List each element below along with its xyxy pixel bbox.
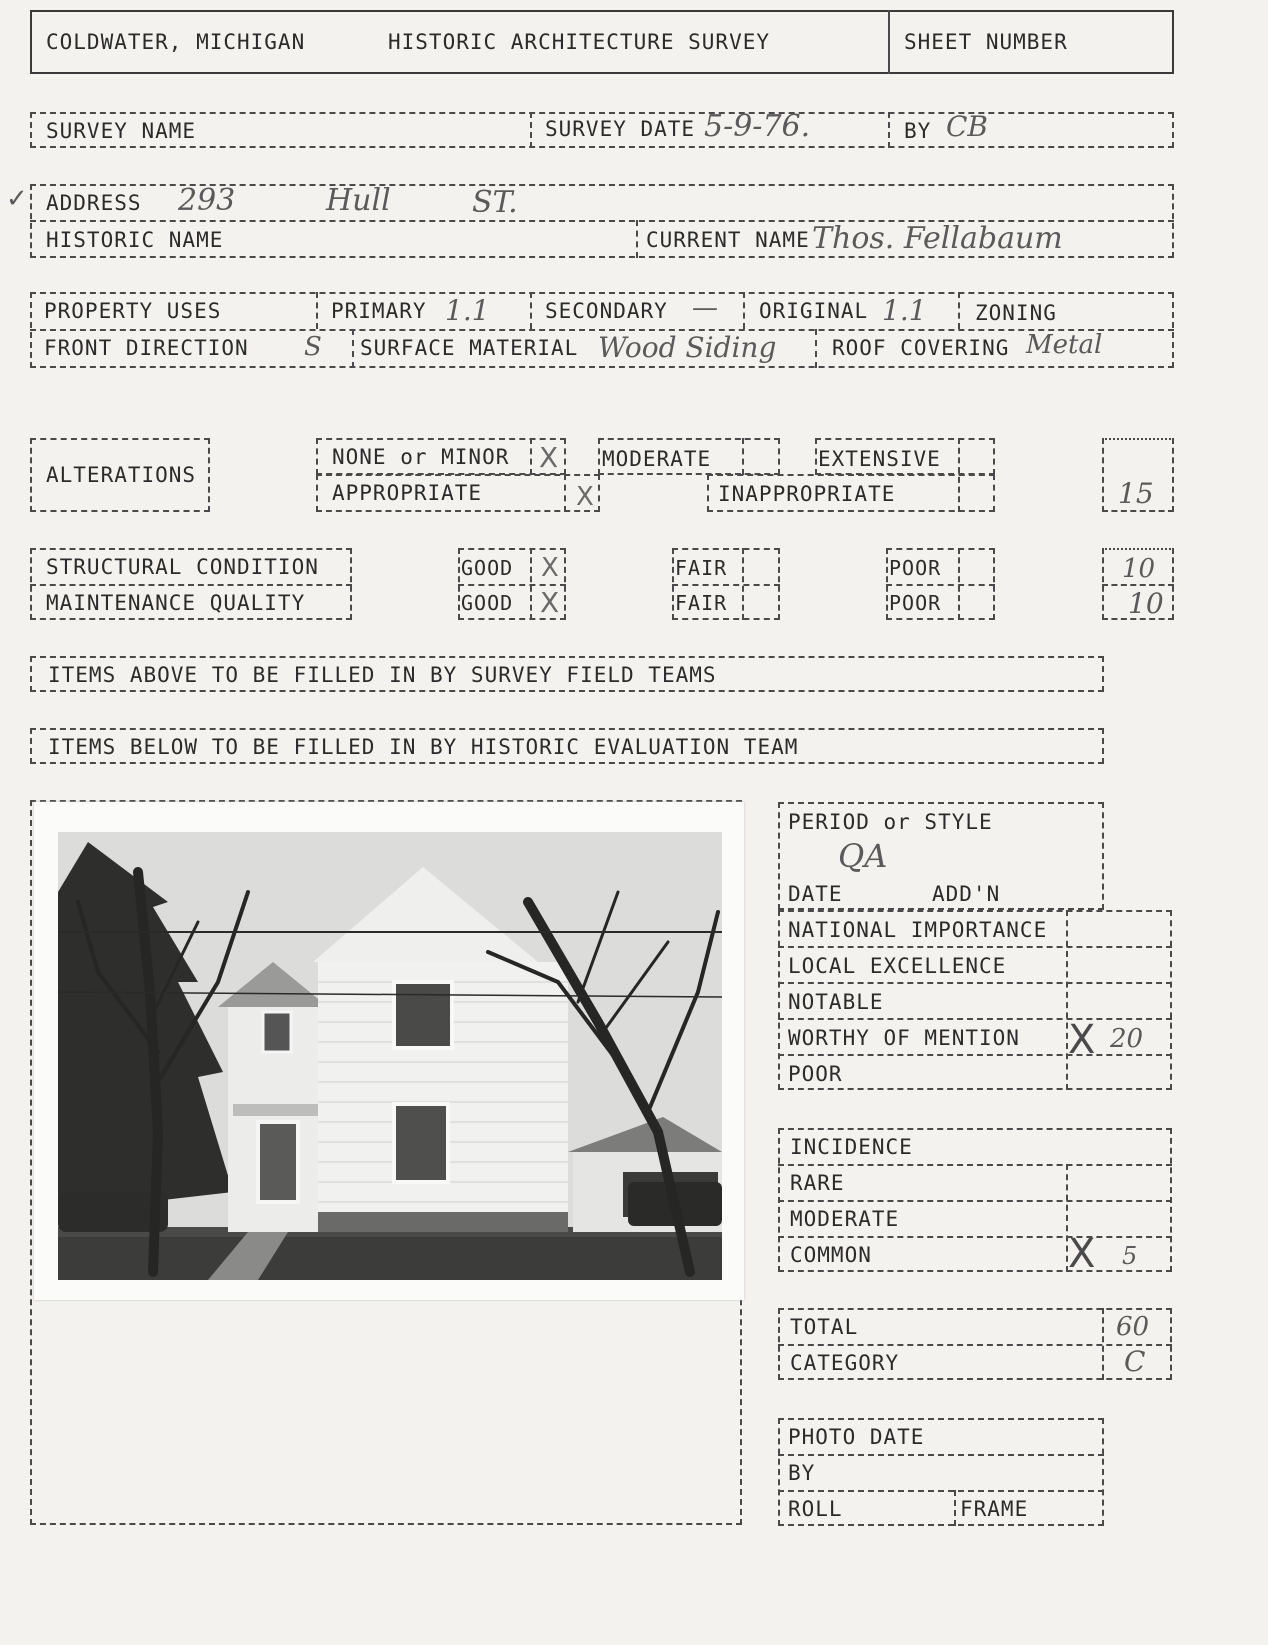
note-below: ITEMS BELOW TO BE FILLED IN BY HISTORIC EVALUATION TEAM <box>48 735 799 759</box>
surface-material-value[interactable]: Wood Siding <box>598 331 777 364</box>
eval-addn-label: ADD'N <box>932 882 1001 906</box>
address-check-mark: ✓ <box>6 184 28 214</box>
condition-fair-check-div <box>742 548 744 620</box>
incidence-row-2 <box>778 1200 1172 1202</box>
alterations-extensive: EXTENSIVE <box>818 447 941 471</box>
property-div-original <box>743 292 745 329</box>
survey-date-label: SURVEY DATE <box>545 117 696 141</box>
current-name-label: CURRENT NAME <box>646 228 810 252</box>
structural-fair-label: FAIR <box>675 556 728 580</box>
condition-poor-check-div <box>958 548 960 620</box>
alterations-appropriate-check-div <box>564 474 566 512</box>
address-street[interactable]: Hull <box>326 183 391 218</box>
alterations-appropriate: APPROPRIATE <box>332 481 483 505</box>
roof-covering-value[interactable]: Metal <box>1026 330 1103 360</box>
structural-condition-label: STRUCTURAL CONDITION <box>46 555 319 579</box>
common-score[interactable]: 5 <box>1122 1242 1138 1270</box>
category-label: CATEGORY <box>790 1351 900 1375</box>
property-div-zoning <box>958 292 960 329</box>
condition-label-divider <box>30 584 352 586</box>
front-direction-label: FRONT DIRECTION <box>44 336 249 360</box>
maintenance-fair-label: FAIR <box>675 591 728 615</box>
house-photo <box>58 832 722 1280</box>
form-title: HISTORIC ARCHITECTURE SURVEY <box>388 30 771 54</box>
total-value[interactable]: 60 <box>1116 1312 1150 1342</box>
category-value[interactable]: C <box>1124 1345 1146 1378</box>
front-direction-value[interactable]: S <box>304 332 322 362</box>
primary-value[interactable]: 1.1 <box>445 294 490 327</box>
survey-by-value[interactable]: CB <box>946 110 988 143</box>
alterations-none-mark[interactable]: X <box>539 441 559 474</box>
importance-row-3 <box>778 1018 1172 1020</box>
note-above: ITEMS ABOVE TO BE FILLED IN BY SURVEY FIELD TEAMS <box>48 663 717 687</box>
survey-divider-2 <box>888 112 890 148</box>
location-label: COLDWATER, MICHIGAN <box>46 30 306 54</box>
importance-row-4 <box>778 1054 1172 1056</box>
notable-label: NOTABLE <box>788 990 884 1014</box>
survey-name-label: SURVEY NAME <box>46 119 197 143</box>
address-label: ADDRESS <box>46 191 142 215</box>
importance-row-2 <box>778 982 1172 984</box>
worthy-of-mention-label: WORTHY OF MENTION <box>788 1026 1020 1050</box>
historic-name-label: HISTORIC NAME <box>46 228 224 252</box>
rare-label: RARE <box>790 1171 845 1195</box>
eval-date-label: DATE <box>788 882 843 906</box>
maintenance-good-mark[interactable]: X <box>540 586 560 619</box>
roof-covering-label: ROOF COVERING <box>832 336 1010 360</box>
current-name-divider <box>636 220 638 258</box>
incidence-moderate-label: MODERATE <box>790 1207 900 1231</box>
photo-date-label: PHOTO DATE <box>788 1425 925 1449</box>
original-value[interactable]: 1.1 <box>882 294 927 327</box>
totals-divider <box>778 1344 1172 1346</box>
common-label: COMMON <box>790 1243 872 1267</box>
incidence-label: INCIDENCE <box>790 1135 913 1159</box>
current-name-value[interactable]: Thos. Fellabaum <box>812 221 1063 256</box>
maintenance-quality-label: MAINTENANCE QUALITY <box>46 591 306 615</box>
importance-check-div <box>1066 910 1068 1090</box>
photo-frame-div <box>954 1490 956 1526</box>
local-excellence-label: LOCAL EXCELLENCE <box>788 954 1007 978</box>
condition-poor-divider <box>886 584 995 586</box>
property-div-primary <box>316 292 318 329</box>
period-style-label: PERIOD or STYLE <box>788 810 993 834</box>
photo-frame-label: FRAME <box>960 1497 1029 1521</box>
incidence-row-3 <box>778 1236 1172 1238</box>
structural-good-label: GOOD <box>461 556 514 580</box>
alterations-inappropriate: INAPPROPRIATE <box>718 482 896 506</box>
condition-fair-divider <box>672 584 780 586</box>
surface-material-label: SURFACE MATERIAL <box>360 336 579 360</box>
totals-value-div <box>1102 1308 1104 1380</box>
total-label: TOTAL <box>790 1315 859 1339</box>
alterations-none-check-div <box>530 438 532 475</box>
sheet-number-label: SHEET NUMBER <box>904 30 1068 54</box>
secondary-value[interactable]: — <box>692 293 718 323</box>
maintenance-good-label: GOOD <box>461 591 514 615</box>
header-divider <box>888 10 890 74</box>
photo-info-row-1 <box>778 1454 1104 1456</box>
alterations-none-minor: NONE or MINOR <box>332 445 510 469</box>
address-number[interactable]: 293 <box>178 183 236 218</box>
photo-by-label: BY <box>788 1461 816 1485</box>
secondary-label: SECONDARY <box>545 299 668 323</box>
incidence-row-1 <box>778 1164 1172 1166</box>
zoning-label: ZONING <box>975 301 1057 325</box>
structural-poor-label: POOR <box>889 556 942 580</box>
worthy-score[interactable]: 20 <box>1110 1024 1144 1054</box>
alterations-appropriate-mark[interactable]: X <box>576 482 594 512</box>
photo-roll-label: ROLL <box>788 1497 843 1521</box>
maintenance-poor-label: POOR <box>889 591 942 615</box>
alterations-score[interactable]: 15 <box>1118 477 1154 510</box>
structural-score[interactable]: 10 <box>1122 554 1156 584</box>
common-mark[interactable]: X <box>1068 1231 1096 1277</box>
property-div-secondary <box>530 292 532 329</box>
condition-score-divider <box>1102 584 1174 586</box>
primary-label: PRIMARY <box>331 299 427 323</box>
survey-by-label: BY <box>904 119 932 143</box>
condition-good-check-div <box>530 548 532 620</box>
worthy-mark[interactable]: X <box>1068 1017 1096 1063</box>
address-street-type[interactable]: ST. <box>472 185 518 220</box>
structural-good-mark[interactable]: X <box>541 553 559 583</box>
period-style-value[interactable]: QA <box>838 837 888 875</box>
property-uses-label: PROPERTY USES <box>44 299 222 323</box>
alterations-label: ALTERATIONS <box>46 463 197 487</box>
property-div-roof <box>815 329 817 368</box>
national-importance-label: NATIONAL IMPORTANCE <box>788 918 1048 942</box>
survey-date-value[interactable]: 5-9-76. <box>704 109 811 144</box>
original-label: ORIGINAL <box>759 299 869 323</box>
property-div-surface <box>352 329 354 368</box>
eval-poor-label: POOR <box>788 1062 843 1086</box>
survey-divider-1 <box>530 112 532 148</box>
photo-info-row-2 <box>778 1490 1104 1492</box>
house-photo-image <box>58 832 722 1280</box>
alterations-moderate: MODERATE <box>602 447 712 471</box>
alterations-moderate-check-div <box>742 438 744 475</box>
maintenance-score[interactable]: 10 <box>1128 587 1164 620</box>
importance-row-1 <box>778 946 1172 948</box>
